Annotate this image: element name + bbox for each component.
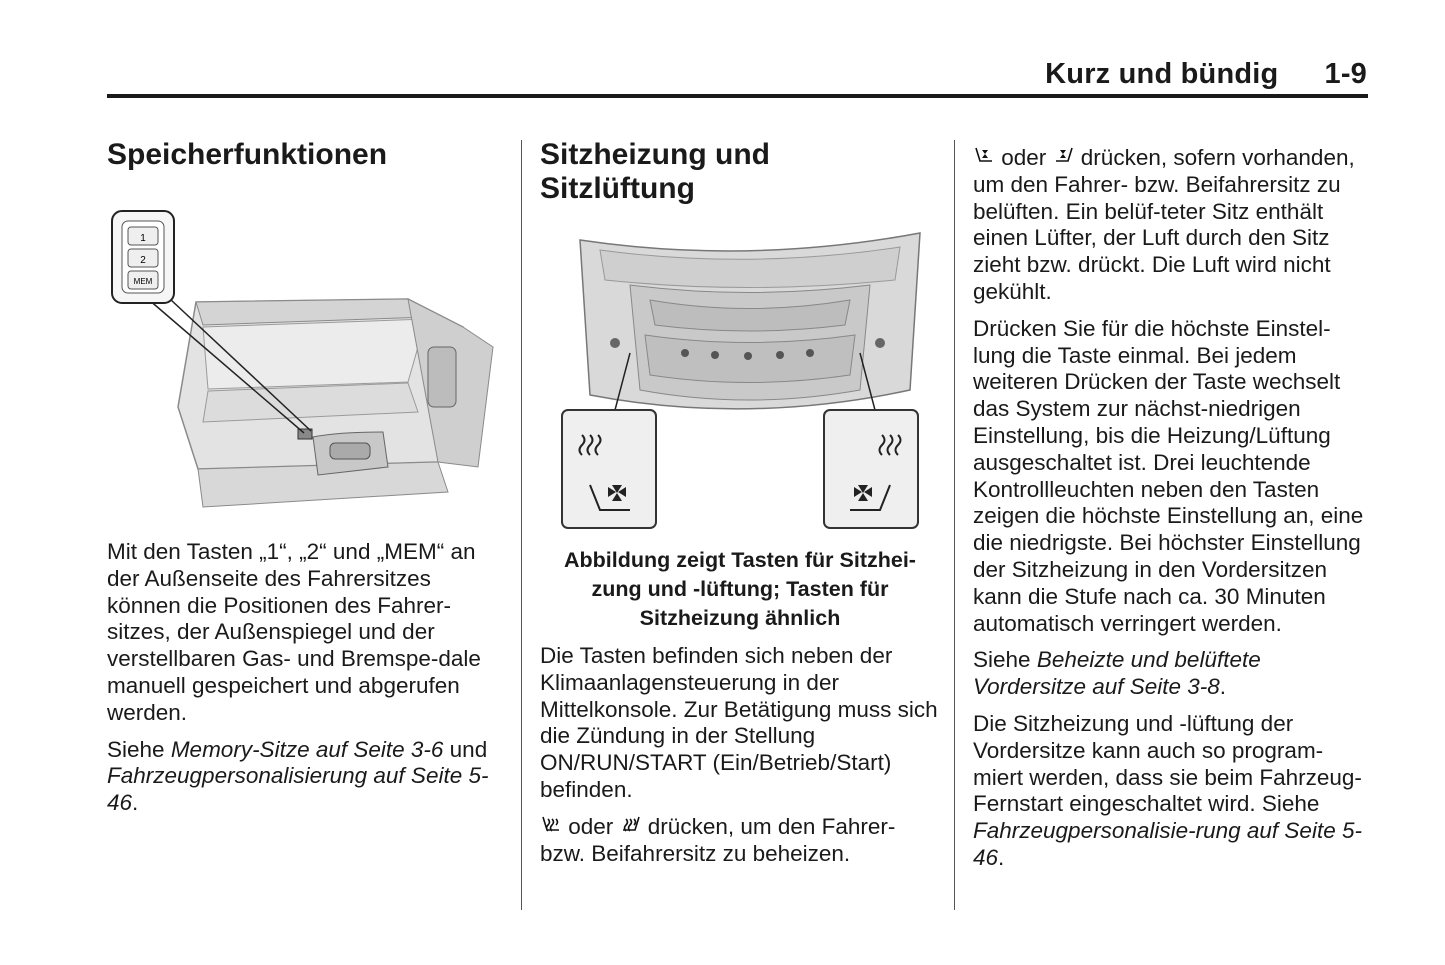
header-rule xyxy=(107,94,1368,98)
driver-seat-vent-icon xyxy=(973,146,995,168)
memory-seat-illustration xyxy=(108,207,503,517)
column-3-text xyxy=(973,145,1368,882)
passenger-seat-heat-icon xyxy=(620,815,642,837)
text: Siehe xyxy=(107,736,171,762)
page-number: 1-9 xyxy=(1324,58,1367,90)
text: und xyxy=(443,736,488,762)
column-1-text xyxy=(107,539,507,827)
paragraph: Mit den Tasten „1“, „2“ und „MEM“ an der Außenseite des Fahrersitzes können die Positionen des Fahrer-sitzes, der Außenspiegel und der verstellbaren Gas- und Bremspe-dale manuell gespeichert und abgerufen werden. xyxy=(107,539,481,725)
text: . xyxy=(132,790,139,816)
column-divider xyxy=(954,140,955,910)
climate-control-illustration xyxy=(560,225,935,535)
section-title: Kurz und bündig xyxy=(1045,58,1279,90)
column-2-text xyxy=(540,546,940,877)
cross-reference: Memory-Sitze auf Seite 3-6 xyxy=(170,736,444,762)
text: Die Sitzheizung und -lüftung der Vordersitze kann auch so program-miert werden, dass sie beim Fahrzeug-Fernstart eingeschaltet wird. Siehe xyxy=(973,710,1362,817)
memory-button-1-label: 1 xyxy=(140,233,146,244)
text: . xyxy=(1219,674,1227,700)
paragraph-reference xyxy=(973,711,1368,872)
memory-button-mem-label: MEM xyxy=(133,277,153,286)
cross-reference: Fahrzeugpersonalisie-rung auf Seite 5-46 xyxy=(973,818,1362,870)
paragraph xyxy=(973,145,1368,306)
column-divider xyxy=(521,140,522,910)
memory-button-2-label: 2 xyxy=(140,255,146,266)
paragraph: Die Tasten befinden sich neben der Klimaanlagensteuerung in der Mittelkonsole. Zur Betätigung muss sich die Zündung in der Stellung ON/RUN/START (Ein/Betrieb/Start) befinden. xyxy=(540,643,938,802)
text: drücken, sofern vorhanden, um den Fahrer- bzw. Beifahrersitz zu belüften. Ein belüf-teter Sitz enthält einen Lüfter, der Luft durch den Sitz zieht bzw. drückt. Die Luft wird nicht gekühlt. xyxy=(973,145,1355,304)
heading-line: Sitzlüftung xyxy=(540,172,695,205)
paragraph xyxy=(540,814,940,868)
paragraph-reference xyxy=(973,647,1368,701)
paragraph: Drücken Sie für die höchste Einstel-lung die Taste einmal. Bei jedem weiteren Drücken der Taste wechselt das System zur nächst-niedrigen Einstellung, bis die Heizung/Lüftung ausgeschaltet ist. Drei leuchtende Kontrollleuchten neben den Tasten zeigen die höchste Einstellung an, eine die niedrigste. Bei höchster Einstellung der Sitzheizung in den Vordersitzen kann die Stufe nach ca. 30 Minuten automatisch verringert werden. xyxy=(973,315,1364,636)
text: . xyxy=(998,844,1005,870)
page-header xyxy=(1045,58,1367,91)
text: oder xyxy=(562,813,620,839)
passenger-seat-vent-icon xyxy=(1053,146,1075,168)
driver-seat-heat-icon xyxy=(540,815,562,837)
section-heading xyxy=(540,138,940,206)
column-1 xyxy=(107,138,507,172)
column-2 xyxy=(540,138,940,206)
text: drücken, um den Fahrer- bzw. Beifahrersitz zu beheizen. xyxy=(540,813,896,866)
cross-reference: Fahrzeugpersonalisierung auf Seite 5-46 xyxy=(107,763,489,816)
paragraph-reference xyxy=(107,737,507,817)
text: Siehe xyxy=(973,647,1037,673)
heading-line: Sitzheizung und xyxy=(540,138,770,171)
cross-reference: Beheizte und belüftete Vordersitze auf Seite 3-8 xyxy=(973,647,1261,700)
figure-caption: Abbildung zeigt Tasten für Sitzhei-zung und -lüftung; Tasten für Sitzheizung ähnlich xyxy=(564,548,916,630)
section-heading: Speicherfunktionen xyxy=(107,138,388,171)
text: oder xyxy=(995,145,1053,170)
